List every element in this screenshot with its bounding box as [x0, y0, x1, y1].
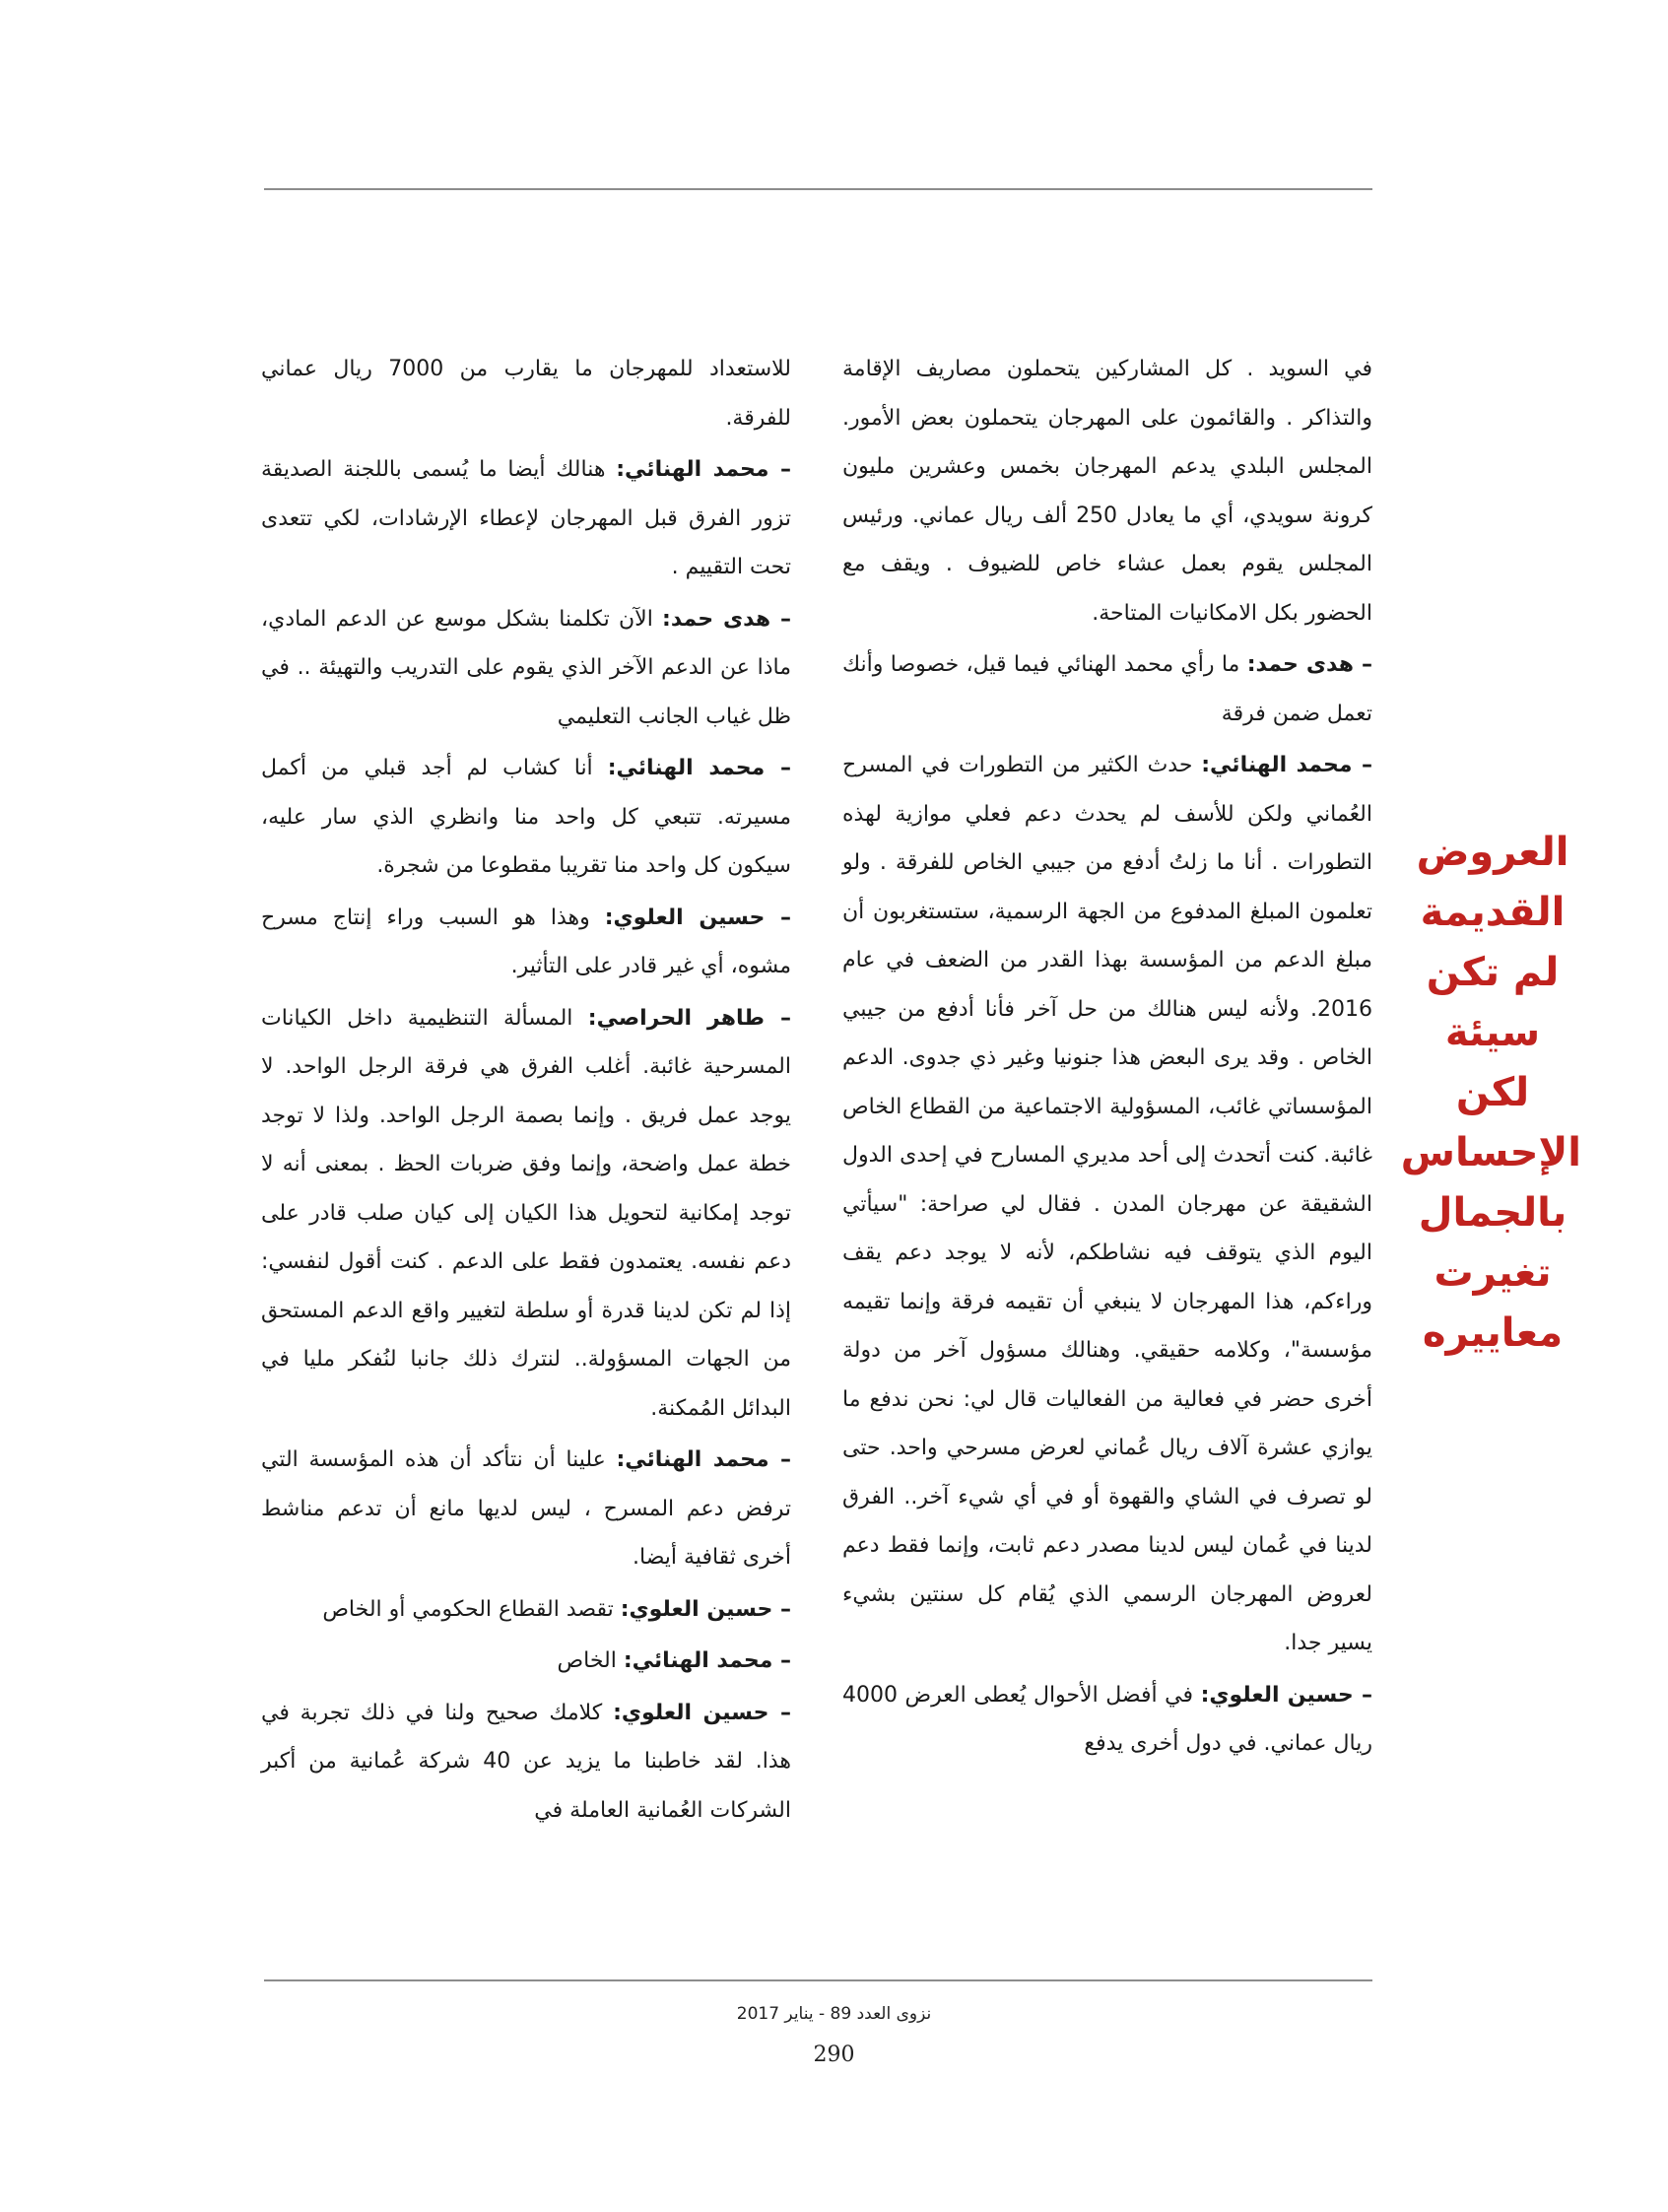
article-column-right — [842, 345, 1372, 1769]
speaker-name: – محمد الهنائي: — [607, 756, 791, 780]
top-divider — [264, 188, 1372, 190]
paragraph — [842, 1671, 1372, 1769]
paragraph — [261, 1637, 791, 1686]
paragraph-text: ما رأي محمد الهنائي فيما قيل، خصوصا وأنك تعمل ضمن فرقة — [842, 652, 1372, 726]
paragraph-text: للاستعداد للمهرجان ما يقارب من 7000 ريال عماني للفرقة. — [261, 357, 791, 431]
paragraph-text: حدث الكثير من التطورات في المسرح العُماني ولكن للأسف لم يحدث دعم فعلي موازية لهذه التطورات . أنا ما زلتُ أدفع من جيبي الخاص للفرقة . ولو تعلمون المبلغ المدفوع من الجهة الرسمية، ستستغربون أن مبلغ الدعم من المؤسسة بهذا القدر من الضعف في عام 2016. ولأنه ليس هنالك من حل آخر فأنا أدفع من جيبي الخاص . وقد يرى البعض هذا جنونيا وغير ذي جدوى. الدعم المؤسساتي غائب، المسؤولية الاجتماعية من القطاع الخاص غائبة. كنت أتحدث إلى أحد مديري المسارح في إحدى الدول الشقيقة عن مهرجان المدن . فقال لي صراحة: "سيأتي اليوم الذي يتوقف فيه نشاطكم، لأنه لا يوجد دعم يقف وراءكم، هذا المهرجان لا ينبغي أن تقيمه فرقة وإنما تقيمه مؤسسة"، وكلامه حقيقي. وهنالك مسؤول آخر من دولة أخرى حضر في فعالية من الفعاليات قال لي: نحن ندفع ما يوازي عشرة آلاف ريال عُماني لعرض مسرحي واحد. حتى لو تصرف في الشاي والقهوة أو في أي شيء آخر.. الفرق لدينا في عُمان ليس لدينا مصدر دعم ثابت، وإنما فقط دعم لعروض المهرجان الرسمي الذي يُقام كل سنتين بشيء يسير جدا. — [842, 753, 1372, 1655]
pull-quote — [1400, 823, 1581, 1364]
pull-quote-line: العروض — [1416, 830, 1569, 875]
paragraph-text: هنالك أيضا ما يُسمى باللجنة الصديقة تزور الفرق قبل المهرجان لإعطاء الإرشادات، لكي تتعدى تحت التقييم . — [261, 457, 791, 579]
paragraph-text: أنا كشاب لم أجد قبلي من أكمل مسيرته. تتبعي كل واحد منا وانظري الذي سار عليه، سيكون كل واحد منا تقريبا مقطوعا من شجرة. — [261, 756, 791, 878]
pull-quote-line: سيئة لكن — [1444, 1010, 1541, 1115]
pull-quote-line: القديمة — [1420, 890, 1566, 935]
speaker-name: – محمد الهنائي: — [616, 457, 792, 482]
page-number: 290 — [813, 2043, 855, 2067]
pull-quote-line: الإحساس — [1400, 1130, 1581, 1175]
speaker-name: – محمد الهنائي: — [616, 1447, 791, 1472]
pull-quote-line: تغيرت — [1434, 1250, 1552, 1296]
paragraph — [261, 894, 791, 991]
paragraph-text: كلامك صحيح ولنا في ذلك تجربة في هذا. لقد خاطبنا ما يزيد عن 40 شركة عُمانية من أكبر الشركات العُمانية العاملة في — [261, 1700, 791, 1823]
paragraph — [842, 741, 1372, 1668]
paragraph-text: تقصد القطاع الحكومي أو الخاص — [322, 1596, 621, 1622]
paragraph — [261, 994, 791, 1434]
paragraph — [261, 445, 791, 592]
speaker-name: – حسين العلوي: — [620, 1596, 791, 1622]
speaker-name: – حسين العلوي: — [604, 905, 792, 930]
paragraph — [261, 1436, 791, 1582]
article-column-left — [261, 345, 791, 1835]
issue-label: نزوى العدد 89 - يناير 2017 — [736, 2004, 932, 2024]
paragraph — [842, 640, 1372, 738]
speaker-name: – حسين العلوي: — [1200, 1682, 1372, 1708]
paragraph-text: في أفضل الأحوال يُعطى العرض 4000 ريال عماني. في دول أخرى يدفع — [842, 1682, 1372, 1756]
bottom-divider — [264, 1979, 1372, 1981]
paragraph-text: في السويد . كل المشاركين يتحملون مصاريف الإقامة والتذاكر . والقائمون على المهرجان يتحملون بعض الأمور. المجلس البلدي يدعم المهرجان بخمس وعشرين مليون كرونة سويدي، أي ما يعادل 250 ألف ريال عماني. ورئيس المجلس يقوم بعمل عشاء خاص للضيوف . ويقف مع الحضور بكل الامكانيات المتاحة. — [842, 357, 1373, 626]
paragraph-text: الآن تكلمنا بشكل موسع عن الدعم المادي، ماذا عن الدعم الآخر الذي يقوم على التدريب والتهيئة .. في ظل غياب الجانب التعليمي — [261, 606, 791, 729]
pull-quote-line: لم تكن — [1426, 950, 1560, 995]
pull-quote-line: معاييره — [1422, 1310, 1564, 1356]
paragraph-text: وهذا هو السبب وراء إنتاج مسرح مشوه، أي غير قادر على التأثير. — [261, 905, 791, 978]
paragraph — [261, 595, 791, 742]
speaker-name: – محمد الهنائي: — [1201, 753, 1372, 777]
paragraph — [261, 1585, 791, 1635]
speaker-name: – هدى حمد: — [1246, 652, 1372, 677]
speaker-name: – هدى حمد: — [662, 606, 791, 632]
paragraph-text: الخاص — [557, 1648, 624, 1673]
paragraph-text: المسألة التنظيمية داخل الكيانات المسرحية غائبة. أغلب الفرق هي فرقة الرجل الواحد. لا يوجد عمل فريق . وإنما بصمة الرجل الواحد. ولذا لا توجد خطة عمل واضحة، وإنما وفق ضربات الحظ . بمعنى أنه لا توجد إمكانية لتحويل هذا الكيان إلى كيان صلب قادر على دعم نفسه. يعتمدون فقط على الدعم . كنت أقول لنفسي: إذا لم تكن لدينا قدرة أو سلطة لتغيير واقع الدعم المستحق من الجهات المسؤولة.. لنترك ذلك جانبا لنُفكر مليا في البدائل المُمكنة. — [261, 1005, 791, 1421]
paragraph — [261, 345, 791, 442]
paragraph — [842, 345, 1372, 637]
paragraph-text: علينا أن نتأكد أن هذه المؤسسة التي ترفض دعم المسرح ، ليس لديها مانع أن تدعم مناشط أخرى ثقافية أيضا. — [261, 1447, 791, 1570]
speaker-name: – حسين العلوي: — [613, 1700, 791, 1725]
speaker-name: – محمد الهنائي: — [623, 1648, 791, 1673]
paragraph — [261, 1689, 791, 1836]
paragraph — [261, 744, 791, 891]
speaker-name: – طاهر الحراصي: — [587, 1005, 791, 1031]
pull-quote-line: بالجمال — [1418, 1190, 1568, 1236]
